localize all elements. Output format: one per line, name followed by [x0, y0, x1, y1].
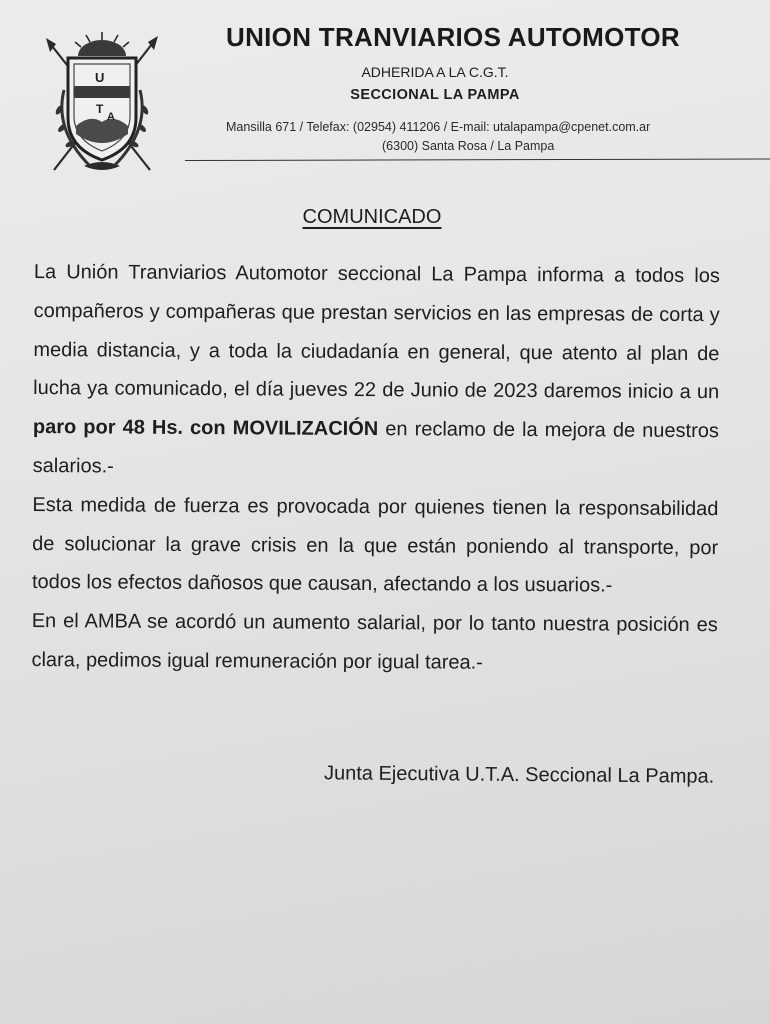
svg-text:U: U [95, 70, 105, 85]
paragraph-1 [33, 253, 720, 490]
paragraph-2: Esta medida de fuerza es provocada por quienes tienen la responsabilidad de solucionar la grave crisis en la que están poniendo al transporte, por todos los efectos dañosos que causan, afectando a los usuarios.- [31, 493, 719, 597]
paragraph-1-tail: en reclamo de la mejora de nuestros salarios.- [32, 418, 719, 478]
affiliation: ADHERIDA A LA C.G.T. [361, 64, 509, 80]
notice-title: COMUNICADO [302, 206, 442, 228]
strike-announcement: paro por 48 Hs. con MOVILIZACIÓN [32, 416, 379, 441]
paragraph-3: En el AMBA se acordó un aumento salarial, por lo tanto nuestra posición es clara, pedimos igual remuneración por igual tarea.- [31, 610, 718, 674]
svg-text:A: A [107, 111, 115, 123]
header-divider [185, 158, 770, 161]
paragraph-1-text: La Unión Tranviarios Automotor seccional La Pampa informa a todos los compañeros y compañeras que prestan servicios en las empresas de corta y media distancia, y a toda la ciudadanía en general, que atento al plan de lucha ya comunicado, el día jueves 22 de Junio de 2023 daremos inicio a un [33, 260, 720, 404]
notice-body [31, 253, 720, 684]
city-line: (6300) Santa Rosa / La Pampa [382, 139, 555, 153]
section-name: SECCIONAL LA PAMPA [350, 87, 520, 103]
union-crest-icon [40, 30, 162, 176]
org-name: UNION TRANVIARIOS AUTOMOTOR [226, 22, 680, 52]
svg-text:T: T [96, 102, 104, 116]
signature: Junta Ejecutiva U.T.A. Seccional La Pampa. [323, 762, 715, 788]
contact-line: Mansilla 671 / Telefax: (02954) 411206 / E-mail: utalapampa@cpenet.com.ar [226, 120, 651, 134]
